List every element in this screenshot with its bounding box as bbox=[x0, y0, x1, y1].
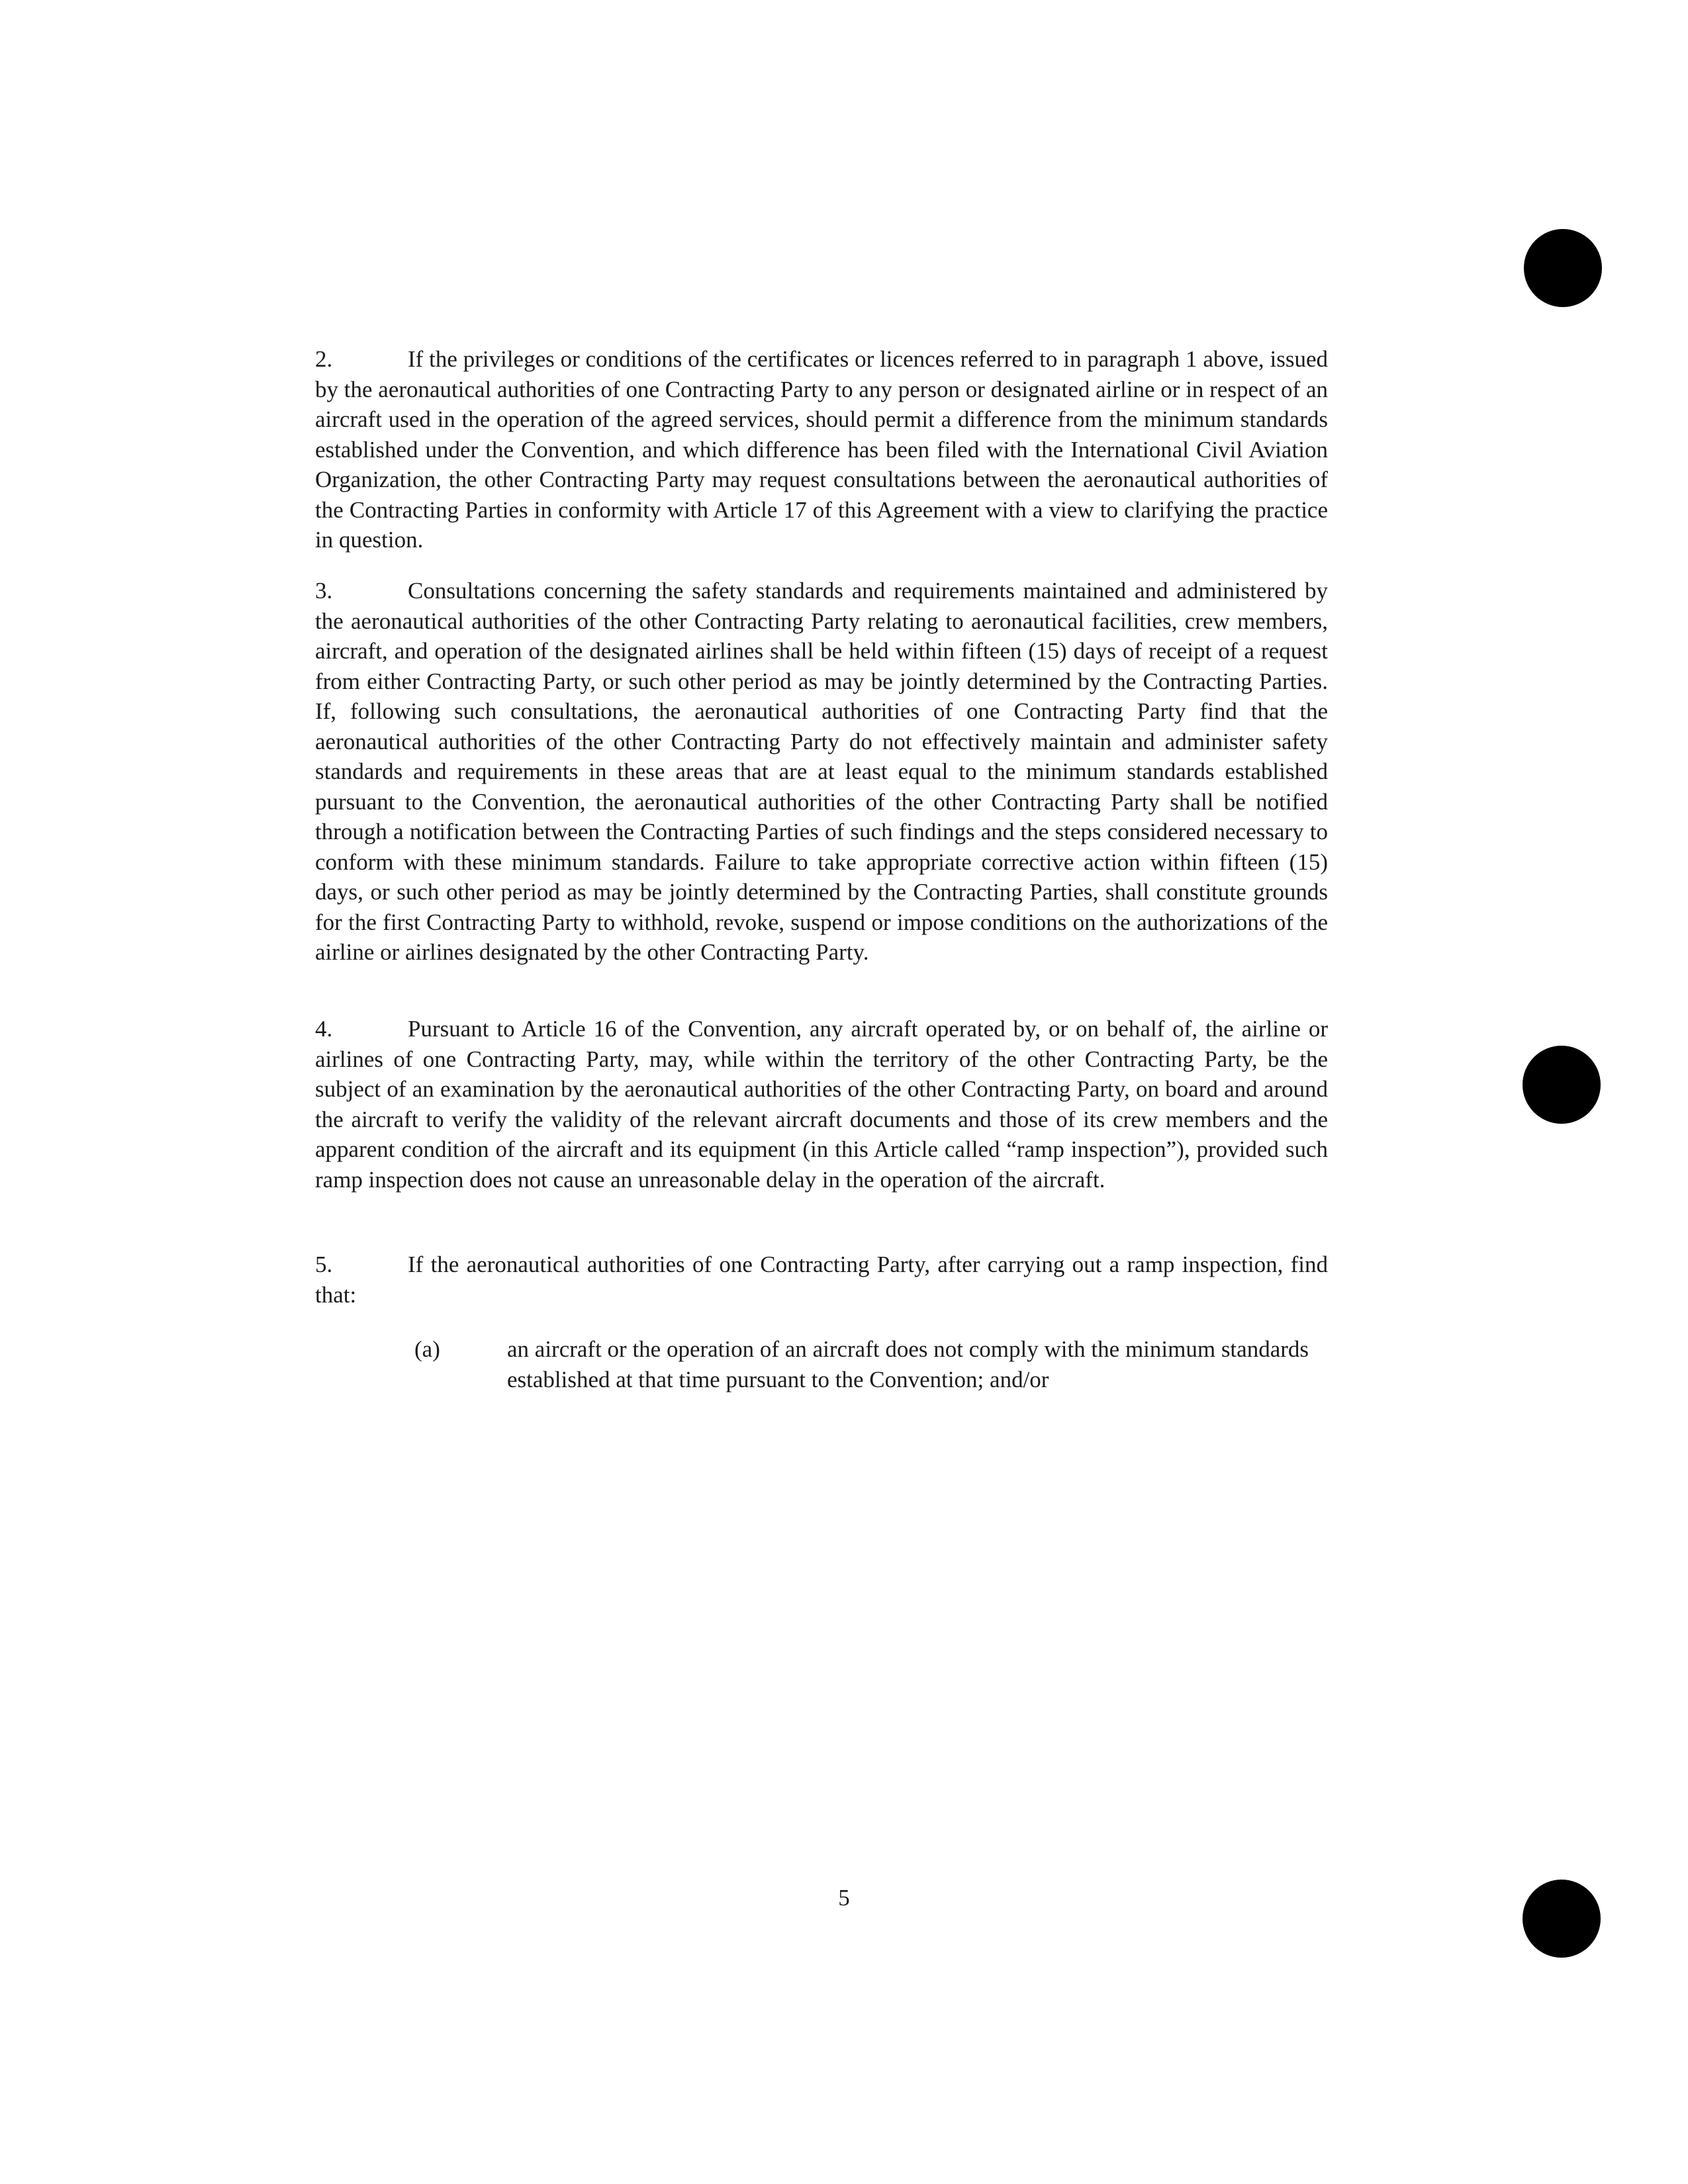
paragraph-5 bbox=[315, 1250, 1328, 1310]
paragraph-number: 3. bbox=[315, 578, 333, 604]
paragraph-4 bbox=[315, 1014, 1328, 1195]
page-number: 5 bbox=[838, 1885, 850, 1911]
paragraph-text: If the privileges or conditions of the certificates or licences referred to in paragraph 1 above, issued by the aeronautical authorities of one Contracting Party to any person or designated airline or in respect of an aircraft used in the operation of the agreed services, should permit a difference from the minimum standards established under the Convention, and which difference has been filed with the International Civil Aviation Organization, the other Contracting Party may request consultations between the aeronautical authorities of the Contracting Parties in conformity with Article 17 of this Agreement with a view to clarifying the practice in question. bbox=[315, 346, 1328, 553]
paragraph-number: 2. bbox=[315, 346, 333, 372]
paragraph-number: 5. bbox=[315, 1251, 333, 1277]
paragraph-text: Pursuant to Article 16 of the Convention, any aircraft operated by, or on behalf of, the airline or airlines of one Contracting Party, may, while within the territory of the other Contracting Party, be the subject of an examination by the aeronautical authorities of the other Contracting Party, on board and around the aircraft to verify the validity of the relevant aircraft documents and those of its crew members and the apparent condition of the aircraft and its equipment (in this Article called “ramp inspection”), provided such ramp inspection does not cause an unreasonable delay in the operation of the aircraft. bbox=[315, 1016, 1328, 1193]
sub-item-a bbox=[414, 1334, 1328, 1394]
paragraph-3 bbox=[315, 576, 1328, 968]
punch-hole-middle bbox=[1523, 1046, 1601, 1124]
paragraph-2 bbox=[315, 344, 1328, 555]
punch-hole-top bbox=[1524, 229, 1602, 307]
sub-item-text: an aircraft or the operation of an aircraft does not comply with the minimum standards established at that time pursuant to the Convention; and/or bbox=[507, 1336, 1309, 1392]
sub-item-label: (a) bbox=[414, 1336, 440, 1362]
paragraph-number: 4. bbox=[315, 1016, 333, 1042]
paragraph-text: Consultations concerning the safety standards and requirements maintained and administered by the aeronautical authorities of the other Contracting Party relating to aeronautical facilities, crew members, aircraft, and operation of the designated airlines shall be held within fifteen (15) days of receipt of a request from either Contracting Party, or such other period as may be jointly determined by the Contracting Parties. If, following such consultations, the aeronautical authorities of one Contracting Party find that the aeronautical authorities of the other Contracting Party do not effectively maintain and administer safety standards and requirements in these areas that are at least equal to the minimum standards established pursuant to the Convention, the aeronautical authorities of the other Contracting Party shall be notified through a notification between the Contracting Parties of such findings and the steps considered necessary to conform with these minimum standards. Failure to take appropriate corrective action within fifteen (15) days, or such other period as may be jointly determined by the Contracting Parties, shall constitute grounds for the first Contracting Party to withhold, revoke, suspend or impose conditions on the authorizations of the airline or airlines designated by the other Contracting Party. bbox=[315, 578, 1328, 965]
paragraph-text: If the aeronautical authorities of one Contracting Party, after carrying out a ramp inspection, find that: bbox=[315, 1251, 1328, 1308]
